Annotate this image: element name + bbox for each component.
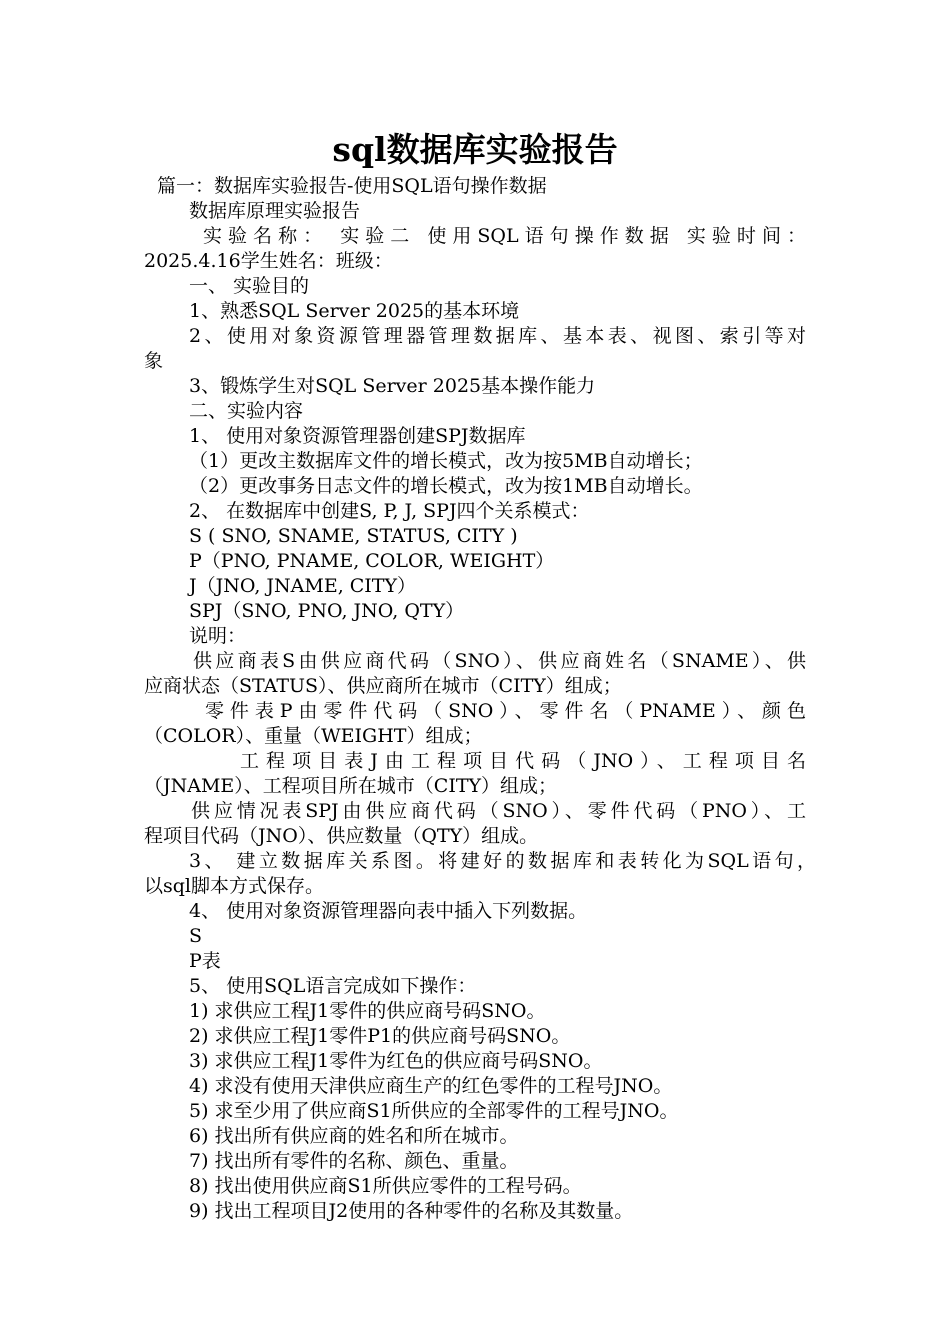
text-line-24: 工程项目表J由工程项目代码（JNO）、工程项目名: [240, 750, 806, 772]
text-line-12: （1）更改主数据库文件的增长模式，改为按5MB自动增长；: [189, 450, 703, 472]
text-line-22: 零件表P由零件代码（SNO）、零件名（PNAME）、颜色: [205, 700, 806, 722]
text-line-35: 2) 求供应工程J1零件P1的供应商号码SNO。: [189, 1025, 571, 1047]
text-line-30: 4、 使用对象资源管理器向表中插入下列数据。: [189, 900, 588, 922]
text-line-18: SPJ（SNO, PNO, JNO, QTY）: [189, 600, 465, 622]
text-line-29: 以sql脚本方式保存。: [144, 875, 324, 897]
text-line-16: P（PNO, PNAME, COLOR, WEIGHT）: [189, 550, 555, 572]
text-line-19: 说明：: [189, 625, 247, 647]
document-title: sql数据库实验报告: [332, 130, 618, 169]
text-line-4: 2025.4.16学生姓名：班级：: [144, 250, 393, 272]
text-line-32: P表: [189, 950, 221, 972]
text-line-15: S ( SNO, SNAME, STATUS, CITY ): [189, 525, 518, 547]
text-line-9: 3、锻炼学生对SQL Server 2025基本操作能力: [189, 375, 596, 397]
text-line-8: 象: [144, 350, 164, 372]
text-line-41: 8) 找出使用供应商S1所供应零件的工程号码。: [189, 1175, 582, 1197]
text-line-27: 程项目代码（JNO）、供应数量（QTY）组成。: [144, 825, 539, 847]
text-line-25: （JNAME）、工程项目所在城市（CITY）组成；: [144, 775, 558, 797]
text-line-42: 9) 找出工程项目J2使用的各种零件的名称及其数量。: [189, 1200, 634, 1222]
text-line-26: 供应情况表SPJ由供应商代码（SNO）、零件代码（PNO）、工: [191, 800, 806, 822]
text-line-23: （COLOR）、重量（WEIGHT）组成；: [144, 725, 483, 747]
text-line-11: 1、 使用对象资源管理器创建SPJ数据库: [189, 425, 526, 447]
text-line-21: 应商状态（STATUS）、供应商所在城市（CITY）组成；: [144, 675, 622, 697]
text-line-36: 3) 求供应工程J1零件为红色的供应商号码SNO。: [189, 1050, 603, 1072]
text-line-38: 5) 求至少用了供应商S1所供应的全部零件的工程号JNO。: [189, 1100, 679, 1122]
text-line-33: 5、 使用SQL语言完成如下操作：: [189, 975, 477, 997]
text-line-5: 一、 实验目的: [189, 275, 310, 297]
text-line-28: 3、 建立数据库关系图。将建好的数据库和表转化为SQL语句，: [189, 850, 816, 872]
text-line-14: 2、 在数据库中创建S, P, J, SPJ四个关系模式：: [189, 500, 590, 522]
text-line-37: 4) 求没有使用天津供应商生产的红色零件的工程号JNO。: [189, 1075, 673, 1097]
text-line-3: 实验名称： 实验二 使用SQL语句操作数据 实验时间：: [203, 225, 806, 247]
text-line-40: 7) 找出所有零件的名称、颜色、重量。: [189, 1150, 519, 1172]
text-line-34: 1) 求供应工程J1零件的供应商号码SNO。: [189, 1000, 546, 1022]
text-line-7: 2、使用对象资源管理器管理数据库、基本表、视图、索引等对: [189, 325, 806, 347]
text-line-6: 1、熟悉SQL Server 2025的基本环境: [189, 300, 520, 322]
text-line-1: 篇一：数据库实验报告-使用SQL语句操作数据: [157, 175, 547, 197]
text-line-17: J（JNO, JNAME, CITY）: [189, 575, 417, 597]
text-line-20: 供应商表S由供应商代码（SNO）、供应商姓名（SNAME）、供: [193, 650, 806, 672]
text-line-10: 二、实验内容: [189, 400, 304, 422]
text-line-39: 6) 找出所有供应商的姓名和所在城市。: [189, 1125, 519, 1147]
text-line-31: S: [189, 925, 203, 947]
text-line-2: 数据库原理实验报告: [189, 200, 361, 222]
text-line-13: （2）更改事务日志文件的增长模式，改为按1MB自动增长。: [189, 475, 703, 497]
